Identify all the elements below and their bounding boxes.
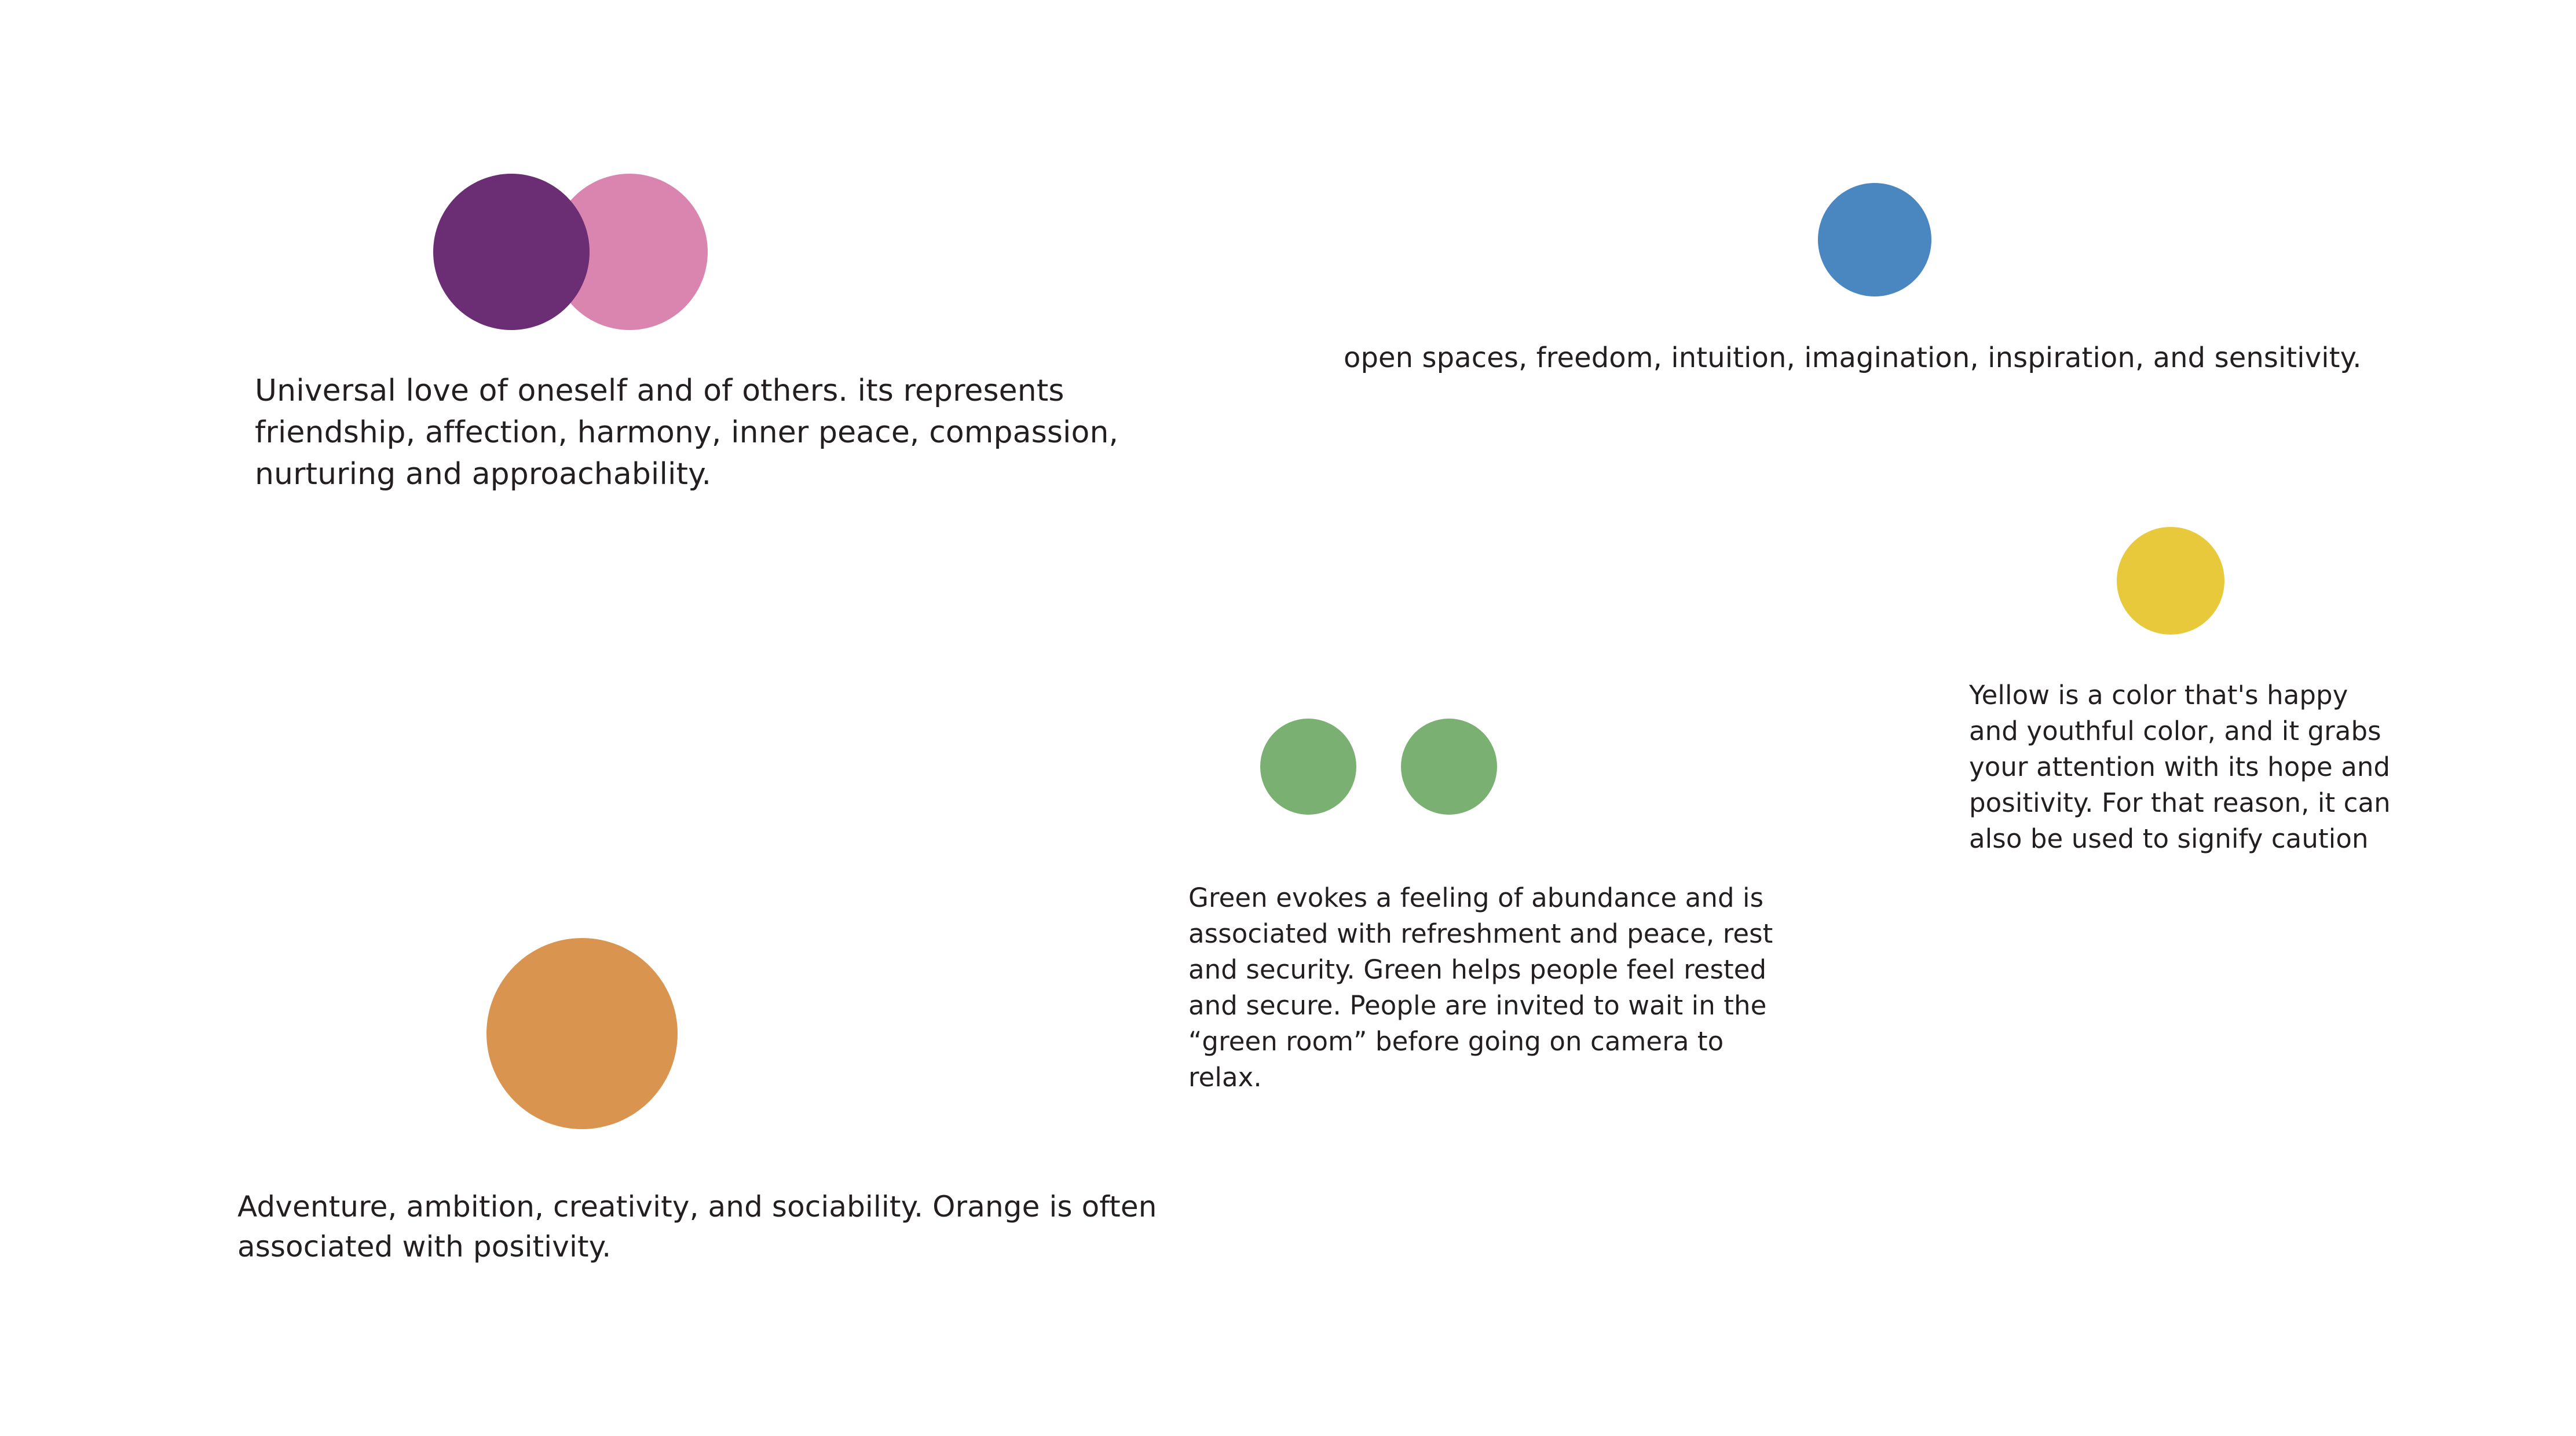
yellow-swatch bbox=[2117, 527, 2224, 635]
green-swatch-2 bbox=[1401, 719, 1497, 815]
caption-blue: open spaces, freedom, intuition, imagination, inspiration, and sensitivity. bbox=[1344, 342, 2362, 374]
blue-swatch bbox=[1818, 183, 1931, 296]
caption-green: Green evokes a feeling of abundance and is associated with refreshment and peace, rest and security. Green helps people feel rested and secure. People are invited to wait in the “green room” before going on camera to relax. bbox=[1188, 882, 1781, 1093]
purple-swatch bbox=[433, 174, 590, 330]
green-swatch-1 bbox=[1260, 719, 1356, 815]
orange-swatch bbox=[486, 938, 678, 1129]
caption-yellow: Yellow is a color that's happy and youthful color, and it grabs your attention with its hope and positivity. For that reason, it can also be used to signify caution bbox=[1969, 680, 2399, 855]
caption-pink-purple: Universal love of oneself and of others. its represents friendship, affection, harmony, inner peace, compassion, nurturing and approachability. bbox=[255, 373, 1128, 492]
caption-orange: Adventure, ambition, creativity, and sociability. Orange is often associated with positivity. bbox=[237, 1190, 1166, 1263]
